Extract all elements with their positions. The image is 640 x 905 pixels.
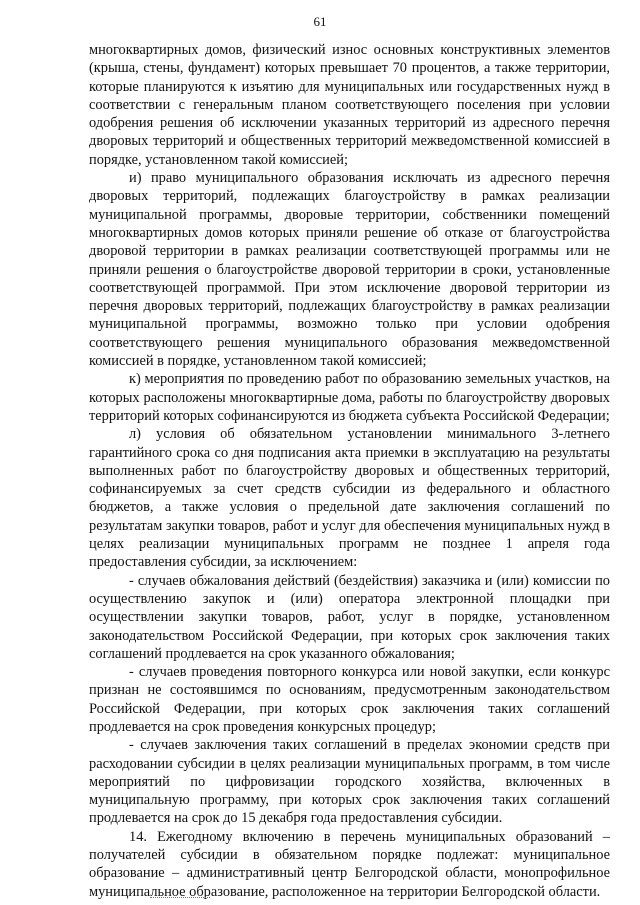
paragraph-exception-savings: - случаев заключения таких соглашений в пределах экономии средств при расходовании субсидии в целях реализации муниципальных программ, в том числе мероприятий по цифровизации городского хозяйства, включенных в муниципальную программу, при которых срок заключения таких соглашений продлевается на срок до 15 декабря года предоставления субсидии.	[89, 737, 610, 827]
paragraph-exception-appeal: - случаев обжалования действий (бездействия) заказчика и (или) комиссии по осуществлению закупок и (или) оператора электронной площадки при осуществлении закупки товаров, работ, услуг в порядке, установленном законодательством Российской Федерации, при которых срок заключения таких соглашений продлевается на срок указанного обжалования;	[89, 572, 610, 662]
paragraph-item-k: к) мероприятия по проведению работ по образованию земельных участков, на которых расположены многоквартирные дома, работы по благоустройству дворовых территорий которых софинансируются из бюджета субъекта Российской Федерации;	[89, 371, 610, 424]
paragraph-continuation: многоквартирных домов, физический износ основных конструктивных элементов (крыша, стены, фундамент) которых превышает 70 процентов, а также территории, которые планируются к изъятию для муниципальных или государственных нужд в соответствии с генеральным планом соответствующего поселения при условии одобрения решения об исключении указанных территорий из адресного перечня дворовых территорий и общественных территорий межведомственной комиссией в порядке, установленном такой комиссией;	[89, 42, 610, 168]
paragraph-item-l: л) условия об обязательном установлении минимального 3-летнего гарантийного срока со дня подписания акта приемки в эксплуатацию на результаты выполненных работ по благоустройству дворовых и общественных территорий, софинансируемых за счет средств субсидии из федерального и областного бюджетов, а также условия о предельной дате заключения соглашений по результатам закупки товаров, работ и услуг для обеспечения муниципальных нужд в целях реализации муниципальных программ не позднее 1 апреля года предоставления субсидии, за исключением:	[89, 426, 610, 571]
paragraph-exception-repeat-tender: - случаев проведения повторного конкурса или новой закупки, если конкурс признан не состоявшимся по основаниям, предусмотренным законодательством Российской Федерации, при которых срок заключения таких соглашений продлевается на срок проведения конкурсных процедур;	[89, 664, 610, 735]
paragraph-item-i: и) право муниципального образования исключать из адресного перечня дворовых территорий, подлежащих благоустройству в рамках реализации муниципальной программы, дворовые территории, собственники помещений многоквартирных домов которых приняли решение об отказе от благоустройства дворовой территории в рамках реализации соответствующей программы или не приняли решения о благоустройстве дворовой территории в сроки, установленные соответствующей программой. При этом исключение дворовой территории из перечня дворовых территорий, подлежащих благоустройству в рамках реализации муниципальной программы, возможно только при условии одобрения соответствующего решения муниципального образования межведомственной комиссией в порядке, установленном такой комиссией;	[89, 170, 610, 370]
paragraph-item-14: 14. Ежегодному включению в перечень муниципальных образований – получателей субсидии в обязательном порядке подлежат: муниципальное образование – административный центр Белгородской области, монопрофильное муниципальное образование, расположенное на территории Белгородской области.	[89, 828, 610, 900]
page-number: 61	[313, 14, 327, 29]
document-body	[89, 41, 610, 901]
scan-artifact	[150, 897, 210, 902]
